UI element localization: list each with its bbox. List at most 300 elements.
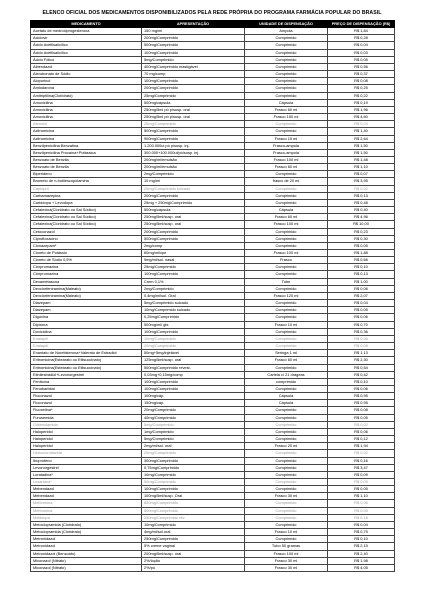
cell-preco: R$ 0,36 xyxy=(328,328,395,335)
cell-preco: R$ 0,40 xyxy=(328,207,395,214)
table-row xyxy=(31,28,395,35)
table-row xyxy=(31,114,395,121)
cell-unidade: Frasco 10 ml xyxy=(245,321,328,328)
cell-preco: R$ 0,06 xyxy=(328,500,395,507)
cell-medicamento: Mebendazol xyxy=(31,493,142,500)
table-row xyxy=(31,421,395,428)
table-row xyxy=(31,171,395,178)
cell-preco: R$ 1,13 xyxy=(328,350,395,357)
cell-medicamento: Ciprofloxacino xyxy=(31,235,142,242)
table-row xyxy=(31,500,395,507)
table-row xyxy=(31,35,395,42)
cell-unidade: Frasco 150 ml xyxy=(245,114,328,121)
cell-preco: R$ 1,88 xyxy=(328,250,395,257)
cell-medicamento: Miconazol (Nitrato) xyxy=(31,564,142,571)
cell-apresentacao: 100mg/5ml/susp. Oral xyxy=(142,493,245,500)
cell-medicamento: Metildopa xyxy=(31,514,142,521)
cell-unidade: Cápsula xyxy=(245,393,328,400)
cell-medicamento: Mebendazol xyxy=(31,486,142,493)
header-unidade: UNIDADE DE DISPENSAÇÃO xyxy=(245,21,328,28)
cell-apresentacao: 5mg/Comprimido xyxy=(142,421,245,428)
cell-preco: R$ 2,40 xyxy=(328,550,395,557)
table-row xyxy=(31,228,395,235)
cell-apresentacao: 500mg/ml/ gts xyxy=(142,321,245,328)
cell-apresentacao: 50mg+5mg/injetável xyxy=(142,350,245,357)
cell-unidade: Frasco 30 ml xyxy=(245,493,328,500)
cell-preco: R$ 0,16 xyxy=(328,457,395,464)
table-row xyxy=(31,292,395,299)
table-row xyxy=(31,357,395,364)
table-row xyxy=(31,436,395,443)
cell-preco: R$ 0,04 xyxy=(328,42,395,49)
cell-medicamento: Ácido Fólico xyxy=(31,56,142,63)
table-row xyxy=(31,314,395,321)
header-medicamento: MEDICAMENTO xyxy=(31,21,142,28)
cell-preco: R$ 0,05 xyxy=(328,307,395,314)
table-row xyxy=(31,242,395,249)
cell-medicamento: Brometo de n-butilescopolamina xyxy=(31,178,142,185)
cell-unidade: Comprimido xyxy=(245,242,328,249)
cell-unidade: Comprimido xyxy=(245,63,328,70)
table-row xyxy=(31,214,395,221)
cell-medicamento: Glibenclamida xyxy=(31,421,142,428)
cell-preco: R$ 0,04 xyxy=(328,521,395,528)
cell-apresentacao: 5mg/Comprimido sulcado xyxy=(142,300,245,307)
cell-preco: R$ 0,08 xyxy=(328,407,395,414)
cell-apresentacao: 20mg/Comprimido xyxy=(142,407,245,414)
cell-apresentacao: 70 mg/comp xyxy=(142,71,245,78)
cell-medicamento: Dipirona xyxy=(31,321,142,328)
cell-medicamento: Amoxicilina xyxy=(31,114,142,121)
cell-apresentacao: 4mg/ml/sol.oral xyxy=(142,529,245,536)
table-row xyxy=(31,350,395,357)
cell-apresentacao: 500mg/Comprimido xyxy=(142,507,245,514)
cell-medicamento: Cefalexina(Cloridrato ou Sal Sódico) xyxy=(31,214,142,221)
table-row xyxy=(31,457,395,464)
table-row xyxy=(31,78,395,85)
cell-preco: R$ 0,04 xyxy=(328,300,395,307)
cell-unidade: Frasco 20 ml xyxy=(245,443,328,450)
cell-preco: R$ 0,06 xyxy=(328,428,395,435)
cell-unidade: Comprimido xyxy=(245,464,328,471)
table-row xyxy=(31,550,395,557)
table-row xyxy=(31,142,395,149)
cell-unidade: Comprimido xyxy=(245,450,328,457)
table-row xyxy=(31,307,395,314)
cell-apresentacao: 850mg/Comprimido xyxy=(142,500,245,507)
header-apresentacao: APRESENTAÇÃO xyxy=(142,21,245,28)
cell-apresentacao: 300mg/Comprimido xyxy=(142,457,245,464)
table-row xyxy=(31,199,395,206)
cell-preco: R$ 0,02 xyxy=(328,450,395,457)
cell-preco: R$ 1,40 xyxy=(328,128,395,135)
table-row xyxy=(31,106,395,113)
cell-unidade: Cápsula xyxy=(245,207,328,214)
cell-apresentacao: 100mg/Comprimido xyxy=(142,78,245,85)
cell-medicamento: Enalapril xyxy=(31,343,142,350)
cell-unidade: Tubo 50 gramas xyxy=(245,543,328,550)
cell-unidade: Frasco 60 ml xyxy=(245,106,328,113)
cell-unidade: Seringa 1 ml xyxy=(245,350,328,357)
table-row xyxy=(31,471,395,478)
cell-unidade: Comprimido xyxy=(245,171,328,178)
cell-apresentacao: 25mg/Comprimido xyxy=(142,264,245,271)
cell-medicamento: Biperideno xyxy=(31,171,142,178)
cell-unidade: Comprimido xyxy=(245,536,328,543)
cell-unidade: Frasco 120 ml xyxy=(245,292,328,299)
cell-medicamento: Metronidazol xyxy=(31,543,142,550)
cell-preco: R$ 0,13 xyxy=(328,271,395,278)
cell-unidade: Comprimido xyxy=(245,71,328,78)
cell-unidade: Comprimido xyxy=(245,457,328,464)
cell-preco: R$ 1,00 xyxy=(328,278,395,285)
cell-medicamento: Benzoato de Benzila xyxy=(31,156,142,163)
cell-unidade: Comprimido xyxy=(245,507,328,514)
cell-unidade: Tube xyxy=(245,278,328,285)
table-row xyxy=(31,192,395,199)
cell-preco: R$ 1,50 xyxy=(328,149,395,156)
cell-preco: R$ 0,08 xyxy=(328,343,395,350)
cell-medicamento: Miconazol (Nitrato) xyxy=(31,557,142,564)
cell-preco: R$ 2,64 xyxy=(328,135,395,142)
cell-apresentacao: 9mg/ml/sol. nasal xyxy=(142,257,245,264)
cell-medicamento: Carbamazepina xyxy=(31,192,142,199)
table-row xyxy=(31,328,395,335)
table-row xyxy=(31,450,395,457)
cell-medicamento: Furosemida xyxy=(31,414,142,421)
cell-apresentacao: 900mg/Comprimido xyxy=(142,135,245,142)
cell-apresentacao: 200mg/Comprimido xyxy=(142,228,245,235)
cell-preco: R$ 4,05 xyxy=(328,564,395,571)
cell-preco: R$ 0,10 xyxy=(328,536,395,543)
cell-medicamento: Metformina xyxy=(31,507,142,514)
cell-preco: R$ 0,06 xyxy=(328,335,395,342)
cell-preco: R$ 0,05 xyxy=(328,56,395,63)
table-row xyxy=(31,371,395,378)
cell-unidade: Frasco 100 ml xyxy=(245,221,328,228)
cell-preco: R$ 1,98 xyxy=(328,557,395,564)
cell-preco: R$ 1,84 xyxy=(328,28,395,35)
cell-medicamento: Cefalexina(Cloridrato ou Sal Sódico) xyxy=(31,207,142,214)
cell-apresentacao: 25mg/Comprimido xyxy=(142,121,245,128)
cell-preco: R$ 3,47 xyxy=(328,464,395,471)
cell-medicamento: Fluconazol xyxy=(31,400,142,407)
cell-apresentacao: 100mg/cáp. xyxy=(142,393,245,400)
table-row xyxy=(31,257,395,264)
cell-medicamento: Haloperidol xyxy=(31,436,142,443)
table-row xyxy=(31,185,395,192)
table-row xyxy=(31,335,395,342)
cell-apresentacao: 150mg/cáp. xyxy=(142,400,245,407)
cell-apresentacao: 200mg/ml/emulsão xyxy=(142,156,245,163)
cell-medicamento: Aciclovir xyxy=(31,35,142,42)
cell-apresentacao: 20mg/Comprimido xyxy=(142,343,245,350)
cell-unidade: Comprimido xyxy=(245,307,328,314)
cell-preco: R$ 0,12 xyxy=(328,436,395,443)
cell-apresentacao: 100mg/Comprimido xyxy=(142,328,245,335)
cell-unidade: Frasco-ampola xyxy=(245,142,328,149)
cell-apresentacao: 200mg/Comprimido xyxy=(142,192,245,199)
table-row xyxy=(31,300,395,307)
cell-unidade: Comprimido xyxy=(245,228,328,235)
cell-unidade: Frasco 60 ml xyxy=(245,214,328,221)
cell-preco: R$ 0,02 xyxy=(328,421,395,428)
table-row xyxy=(31,128,395,135)
cell-preco: R$ 0,10 xyxy=(328,378,395,385)
cell-apresentacao: 500mg/cápsula xyxy=(142,207,245,214)
table-row xyxy=(31,49,395,56)
cell-apresentacao: 200mg/Comprimido xyxy=(142,35,245,42)
table-row xyxy=(31,543,395,550)
cell-unidade: Frasco 30 ml xyxy=(245,557,328,564)
cell-unidade: comprimido xyxy=(245,378,328,385)
cell-preco: R$ 1,10 xyxy=(328,493,395,500)
cell-unidade: Comprimido xyxy=(245,407,328,414)
cell-apresentacao: 2mg/Comprimido xyxy=(142,285,245,292)
table-row xyxy=(31,285,395,292)
cell-preco: R$ 0,23 xyxy=(328,228,395,235)
cell-apresentacao: 10 mg/ml xyxy=(142,178,245,185)
table-row xyxy=(31,407,395,414)
cell-unidade: Comprimido xyxy=(245,35,328,42)
cell-apresentacao: 125mg/5ml/susp. oral xyxy=(142,357,245,364)
cell-preco: R$ 0,10 xyxy=(328,264,395,271)
cell-medicamento: Cloreto de Sódio 0,9% xyxy=(31,257,142,264)
cell-preco: R$ 2,30 xyxy=(328,357,395,364)
cell-apresentacao: 0,25mg/Comprimido xyxy=(142,314,245,321)
cell-apresentacao: 300.000+100.000ui/pó/susp. inj. xyxy=(142,149,245,156)
cell-medicamento: Ácido Acetilsalicílico xyxy=(31,42,142,49)
cell-medicamento: Haloperidol xyxy=(31,443,142,450)
cell-medicamento: Clonazepam* xyxy=(31,242,142,249)
cell-apresentacao: 10mg/Comprimido xyxy=(142,521,245,528)
cell-unidade: Cápsula xyxy=(245,99,328,106)
cell-medicamento: Metformina xyxy=(31,500,142,507)
cell-medicamento: Hidroclorotiazida xyxy=(31,450,142,457)
cell-apresentacao: 50mg/Comprimido xyxy=(142,479,245,486)
cell-preco: R$ 0,06 xyxy=(328,314,395,321)
cell-preco: R$ 0,08 xyxy=(328,78,395,85)
cell-medicamento: Diazepam xyxy=(31,300,142,307)
table-row xyxy=(31,564,395,571)
cell-preco: R$ 0,25 xyxy=(328,85,395,92)
cell-unidade: Comprimido xyxy=(245,500,328,507)
cell-medicamento: Losartana* xyxy=(31,479,142,486)
cell-apresentacao: 2%/loção xyxy=(142,557,245,564)
table-row xyxy=(31,56,395,63)
cell-medicamento: Dexametasona xyxy=(31,278,142,285)
page-title: ELENCO OFICIAL DOS MEDICAMENTOS DISPONIBILIZADOS PELA REDE PRÓPRIA DO PROGRAMA FARMÁCIA POPULAR DO BRASIL xyxy=(42,10,382,16)
table-row xyxy=(31,235,395,242)
table-row xyxy=(31,71,395,78)
table-row xyxy=(31,507,395,514)
cell-preco: R$ 1,50 xyxy=(328,142,395,149)
cell-unidade: Cápsula xyxy=(245,400,328,407)
cell-medicamento: Captopril xyxy=(31,185,142,192)
table-row xyxy=(31,178,395,185)
cell-unidade: Comprimido xyxy=(245,42,328,49)
cell-apresentacao: 2%/pó xyxy=(142,564,245,571)
cell-apresentacao: 500mg/Comprimido xyxy=(142,235,245,242)
cell-apresentacao: 250mg/5ml pó p/susp. oral xyxy=(142,106,245,113)
cell-medicamento: Ibuprofeno xyxy=(31,457,142,464)
cell-preco: R$ 10,00 xyxy=(328,221,395,228)
cell-apresentacao: 2mg/Comprimido xyxy=(142,171,245,178)
table-row xyxy=(31,207,395,214)
cell-preco: R$ 0,66 xyxy=(328,257,395,264)
cell-apresentacao: 200mg/5ml/susp. oral xyxy=(142,550,245,557)
table-row xyxy=(31,493,395,500)
cell-apresentacao: 5mg/Comprimido xyxy=(142,436,245,443)
cell-unidade: Comprimido xyxy=(245,56,328,63)
cell-unidade: Comprimido xyxy=(245,486,328,493)
table-row xyxy=(31,92,395,99)
cell-apresentacao: 500mg/Comprimido revest. xyxy=(142,364,245,371)
cell-apresentacao: 2mg/ml/sol. oral xyxy=(142,443,245,450)
cell-unidade: frasco de 20 ml xyxy=(245,178,328,185)
cell-preco: R$ 0,70 xyxy=(328,321,395,328)
table-body xyxy=(31,28,395,572)
cell-apresentacao: Crem 0,1% xyxy=(142,278,245,285)
cell-apresentacao: 100mg/Comprimido xyxy=(142,385,245,392)
cell-medicamento: Metronidazol xyxy=(31,536,142,543)
cell-apresentacao: 100mg/Comprimido xyxy=(142,486,245,493)
cell-medicamento: Metoclopramida (Cloridrato) xyxy=(31,521,142,528)
cell-unidade: Comprimido xyxy=(245,235,328,242)
cell-unidade: Comprimido xyxy=(245,335,328,342)
cell-preco: R$ 0,09 xyxy=(328,471,395,478)
cell-medicamento: Carbidopa + Levodopa xyxy=(31,199,142,206)
cell-apresentacao: 150 mg/ml xyxy=(142,28,245,35)
cell-medicamento: Doxiciclina xyxy=(31,328,142,335)
cell-unidade: Comprimido xyxy=(245,314,328,321)
cell-medicamento: Alopurinol xyxy=(31,78,142,85)
cell-preco: R$ 0,03 xyxy=(328,49,395,56)
cell-preco: R$ 0,18 xyxy=(328,514,395,521)
cell-apresentacao: 1mg/Comprimido xyxy=(142,428,245,435)
cell-unidade: Comprimido xyxy=(245,414,328,421)
cell-preco: R$ 0,07 xyxy=(328,171,395,178)
cell-preco: R$ 2,15 xyxy=(328,543,395,550)
cell-apresentacao: 100mg/Comprimido xyxy=(142,271,245,278)
cell-unidade: Comprimido xyxy=(245,421,328,428)
cell-medicamento: Loratadina* xyxy=(31,471,142,478)
cell-preco: R$ 0,05 xyxy=(328,486,395,493)
cell-apresentacao: 250mg/5ml/susp. oral xyxy=(142,221,245,228)
cell-apresentacao: 500mg/Comprimido xyxy=(142,42,245,49)
table-row xyxy=(31,149,395,156)
cell-preco: R$ 0,30 xyxy=(328,235,395,242)
cell-preco: R$ 0,95 xyxy=(328,400,395,407)
cell-unidade: Comprimido xyxy=(245,192,328,199)
table-row xyxy=(31,521,395,528)
cell-unidade: Comprimido xyxy=(245,264,328,271)
cell-apresentacao: 500mg/cápsula xyxy=(142,99,245,106)
cell-unidade: Comprimido xyxy=(245,185,328,192)
cell-apresentacao: 0,4mg/ml/sol. Oral xyxy=(142,292,245,299)
cell-preco: R$ 4,96 xyxy=(328,214,395,221)
cell-medicamento: Clorpromazina xyxy=(31,271,142,278)
cell-medicamento: Amoxicilina xyxy=(31,106,142,113)
cell-medicamento: Benzilpenicilina Procaína+Potássica xyxy=(31,149,142,156)
cell-unidade: Frasco 10 ml xyxy=(245,529,328,536)
cell-unidade: Comprimido xyxy=(245,271,328,278)
table-row xyxy=(31,264,395,271)
cell-medicamento: Alendronato de Sódio xyxy=(31,71,142,78)
cell-unidade: Comprimido xyxy=(245,514,328,521)
cell-preco: R$ 0,42 xyxy=(328,371,395,378)
table-row xyxy=(31,385,395,392)
cell-apresentacao: 100mg/Comprimido xyxy=(142,378,245,385)
header-preco: PREÇO DE DISPENSAÇÃO (R$) xyxy=(328,21,395,28)
cell-unidade: Frasco 30 ml xyxy=(245,564,328,571)
cell-unidade: Frasco 100 ml xyxy=(245,550,328,557)
cell-medicamento: Benzilpenicilina Benzatina xyxy=(31,142,142,149)
cell-medicamento: Fluoxetina* xyxy=(31,407,142,414)
table-row xyxy=(31,378,395,385)
table-row xyxy=(31,278,395,285)
cell-unidade: Frasco xyxy=(245,257,328,264)
cell-medicamento: Eritromicina(Estearato ou Etilsuccinato) xyxy=(31,357,142,364)
cell-medicamento: Clorpromazina xyxy=(31,264,142,271)
cell-medicamento: Enalapril xyxy=(31,335,142,342)
cell-medicamento: Eritromicina(Estearato ou Etilsuccinato) xyxy=(31,364,142,371)
cell-medicamento: Levonorgestrel xyxy=(31,464,142,471)
cell-preco: R$ 1,10 xyxy=(328,164,395,171)
cell-unidade: Comprimido xyxy=(245,285,328,292)
table-row xyxy=(31,529,395,536)
cell-medicamento: Dexclorfeniramina(Maleato) xyxy=(31,285,142,292)
cell-unidade: Cartela c/ 21 drágeas xyxy=(245,371,328,378)
cell-unidade: Comprimido xyxy=(245,85,328,92)
table-row xyxy=(31,343,395,350)
cell-medicamento: Metoclopramida (Cloridrato) xyxy=(31,529,142,536)
cell-unidade: Comprimido xyxy=(245,121,328,128)
cell-apresentacao: 10mg/Comprimido xyxy=(142,335,245,342)
table-row xyxy=(31,135,395,142)
cell-unidade: Comprimido xyxy=(245,92,328,99)
cell-preco: R$ 0,13 xyxy=(328,192,395,199)
cell-medicamento: Dexclorfeniramina(Maleato) xyxy=(31,292,142,299)
cell-preco: R$ 0,56 xyxy=(328,63,395,70)
cell-apresentacao: 25mg/Comprimido sulcado xyxy=(142,185,245,192)
cell-preco: R$ 1,48 xyxy=(328,156,395,163)
cell-medicamento: Albendazol xyxy=(31,63,142,70)
table-row xyxy=(31,557,395,564)
table-row xyxy=(31,250,395,257)
cell-unidade: Comprimido xyxy=(245,343,328,350)
table-row xyxy=(31,99,395,106)
table-row xyxy=(31,321,395,328)
cell-unidade: Frasco 60 ml xyxy=(245,357,328,364)
cell-unidade: Comprimido xyxy=(245,199,328,206)
cell-apresentacao: 200mg/ml/emulsão xyxy=(142,164,245,171)
cell-preco: R$ 3,95 xyxy=(328,178,395,185)
cell-medicamento: Acetato de medroxiprogesterona xyxy=(31,28,142,35)
table-header-row xyxy=(31,21,395,28)
cell-preco: R$ 0,02 xyxy=(328,185,395,192)
cell-unidade: Comprimido xyxy=(245,471,328,478)
table-row xyxy=(31,221,395,228)
cell-unidade: Comprimido xyxy=(245,49,328,56)
cell-medicamento: Fenobarbital xyxy=(31,385,142,392)
cell-unidade: Frasco 100 ml xyxy=(245,156,328,163)
cell-preco: R$ 0,75 xyxy=(328,529,395,536)
cell-medicamento: Azitromicina xyxy=(31,135,142,142)
cell-preco: R$ 0,22 xyxy=(328,92,395,99)
table-row xyxy=(31,536,395,543)
cell-medicamento: Amiodarona xyxy=(31,85,142,92)
